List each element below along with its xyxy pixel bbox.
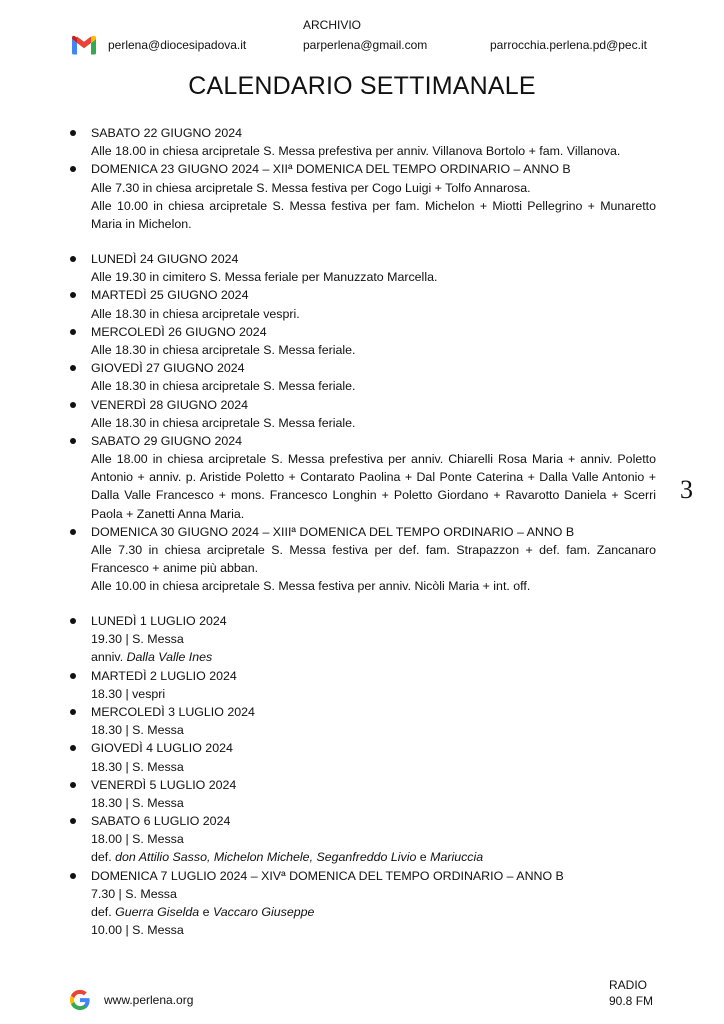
intention-name: Mariuccia <box>430 850 484 865</box>
archive-label: ARCHIVIO <box>303 18 362 32</box>
intention-conjunction: e <box>416 850 431 865</box>
intention-prefix: anniv. <box>91 650 127 665</box>
entry-date: SABATO 22 GIUGNO 2024 <box>91 126 243 140</box>
entry-date: SABATO 6 LUGLIO 2024 <box>91 814 231 829</box>
calendar-entry <box>91 432 656 523</box>
entry-date: MERCOLEDÌ 3 LUGLIO 2024 <box>91 704 255 719</box>
entry-intention <box>91 903 656 921</box>
radio-label: RADIO <box>609 978 648 992</box>
entry-line: Alle 10.00 in chiesa arcipretale S. Messa festiva per anniv. Nicòli Maria + int. off. <box>91 579 531 594</box>
calendar-entry <box>91 523 656 596</box>
entry-date: DOMENICA 7 LUGLIO 2024 – XIVª DOMENICA DEL TEMPO ORDINARIO – ANNO B <box>91 868 564 883</box>
entry-date: MERCOLEDÌ 26 GIUGNO 2024 <box>91 324 267 339</box>
entry-date: VENERDÌ 28 GIUGNO 2024 <box>91 397 249 412</box>
entry-line: Alle 18.00 in chiesa arcipretale S. Messa prefestiva per anniv. Chiarelli Rosa Maria + anniv. Poletto Antonio + anniv. p. Aristide Poletto + Contarato Paolina + Dal Ponte Caterina + Dalla Valle Antonio + Dalla Valle Francesco + mons. Francesco Longhin + Poletto Giordano + Ravarotto Daniela + Scerri Paola + Zanetti Anna Maria. <box>91 452 656 521</box>
entry-line: Alle 18.30 in chiesa arcipretale S. Messa feriale. <box>91 342 356 357</box>
calendar-entry <box>91 124 656 160</box>
calendar-entry <box>91 612 656 667</box>
calendar-entry <box>91 703 656 739</box>
entry-line: 18.30 | vespri <box>91 686 166 701</box>
calendar-entry <box>91 396 656 432</box>
entry-line: Alle 7.30 in chiesa arcipretale S. Messa festiva per def. fam. Strapazzon + def. fam. Zancanaro Francesco + anime più abban. <box>91 543 656 576</box>
entry-line: 18.30 | S. Messa <box>91 795 184 810</box>
entry-intention <box>91 848 656 866</box>
entry-date: VENERDÌ 5 LUGLIO 2024 <box>91 777 237 792</box>
entry-line: Alle 18.30 in chiesa arcipretale S. Messa feriale. <box>91 379 356 394</box>
email-diocesi: perlena@diocesipadova.it <box>108 38 247 52</box>
calendar-entry <box>91 359 656 395</box>
entry-date: DOMENICA 23 GIUGNO 2024 – XIIª DOMENICA DEL TEMPO ORDINARIO – ANNO B <box>91 162 571 177</box>
calendar-entry <box>91 812 656 867</box>
entry-date: LUNEDÌ 24 GIUGNO 2024 <box>91 252 239 266</box>
page-number: 3 <box>680 475 693 504</box>
calendar-entry <box>91 776 656 812</box>
entry-line: Alle 18.00 in chiesa arcipretale S. Messa prefestiva per anniv. Villanova Bortolo + fam. Villanova. <box>91 144 621 159</box>
entry-line: 7.30 | S. Messa <box>91 886 177 901</box>
entry-line: Alle 18.30 in chiesa arcipretale vespri. <box>91 306 300 321</box>
intention-prefix: def. <box>91 905 116 919</box>
intention-prefix: def. <box>91 850 116 865</box>
website-link[interactable]: www.perlena.org <box>104 993 194 1007</box>
entry-line: Alle 7.30 in chiesa arcipretale S. Messa festiva per Cogo Luigi + Tolfo Annarosa. <box>91 180 531 195</box>
calendar-entry <box>91 160 656 233</box>
calendar-entry <box>91 286 656 322</box>
intention-conjunction: e <box>199 905 213 919</box>
email-pec: parrocchia.perlena.pd@pec.it <box>490 38 647 52</box>
radio-info <box>609 977 653 1009</box>
calendar-group-week2 <box>91 250 656 596</box>
entry-line: Alle 10.00 in chiesa arcipretale S. Messa festiva per fam. Michelon + Miotti Pellegrino + Munaretto Maria in Michelon. <box>91 198 656 231</box>
entry-line: 18.00 | S. Messa <box>91 832 184 847</box>
calendar-entry <box>91 250 656 286</box>
entry-date: MARTEDÌ 2 LUGLIO 2024 <box>91 668 237 683</box>
calendar-entry <box>91 323 656 359</box>
intention-name: Dalla Valle Ines <box>126 650 213 665</box>
calendar-group-week1 <box>91 124 656 233</box>
gmail-icon <box>71 35 97 55</box>
email-gmail: parperlena@gmail.com <box>303 38 428 52</box>
entry-date: MARTEDÌ 25 GIUGNO 2024 <box>91 288 249 303</box>
intention-name: Vaccaro Giuseppe <box>212 905 315 919</box>
page-title: CALENDARIO SETTIMANALE <box>188 72 536 100</box>
entry-date: LUNEDÌ 1 LUGLIO 2024 <box>91 614 227 628</box>
entry-line: Alle 18.30 in chiesa arcipretale S. Messa feriale. <box>91 415 356 430</box>
entry-line: 18.30 | S. Messa <box>91 723 184 738</box>
entry-date: GIOVEDÌ 4 LUGLIO 2024 <box>91 741 233 756</box>
calendar-entry <box>91 667 656 703</box>
entry-date: GIOVEDÌ 27 GIUGNO 2024 <box>91 361 245 376</box>
calendar-entry <box>91 739 656 775</box>
entry-line: Alle 19.30 in cimitero S. Messa feriale per Manuzzato Marcella. <box>91 270 438 285</box>
calendar-entry <box>91 867 656 940</box>
entry-line: 19.30 | S. Messa <box>91 632 184 647</box>
calendar-group-week3 <box>91 612 656 939</box>
radio-frequency: 90.8 FM <box>609 994 654 1008</box>
google-icon <box>69 989 91 1011</box>
entry-date: DOMENICA 30 GIUGNO 2024 – XIIIª DOMENICA DEL TEMPO ORDINARIO – ANNO B <box>91 524 575 539</box>
entry-line: 10.00 | S. Messa <box>91 923 184 938</box>
intention-name: Guerra Giselda <box>115 905 200 919</box>
entry-line: 18.30 | S. Messa <box>91 759 184 774</box>
intention-name: don Attilio Sasso, Michelon Michele, Seganfreddo Livio <box>115 850 417 865</box>
entry-intention <box>91 648 656 666</box>
entry-date: SABATO 29 GIUGNO 2024 <box>91 433 243 448</box>
